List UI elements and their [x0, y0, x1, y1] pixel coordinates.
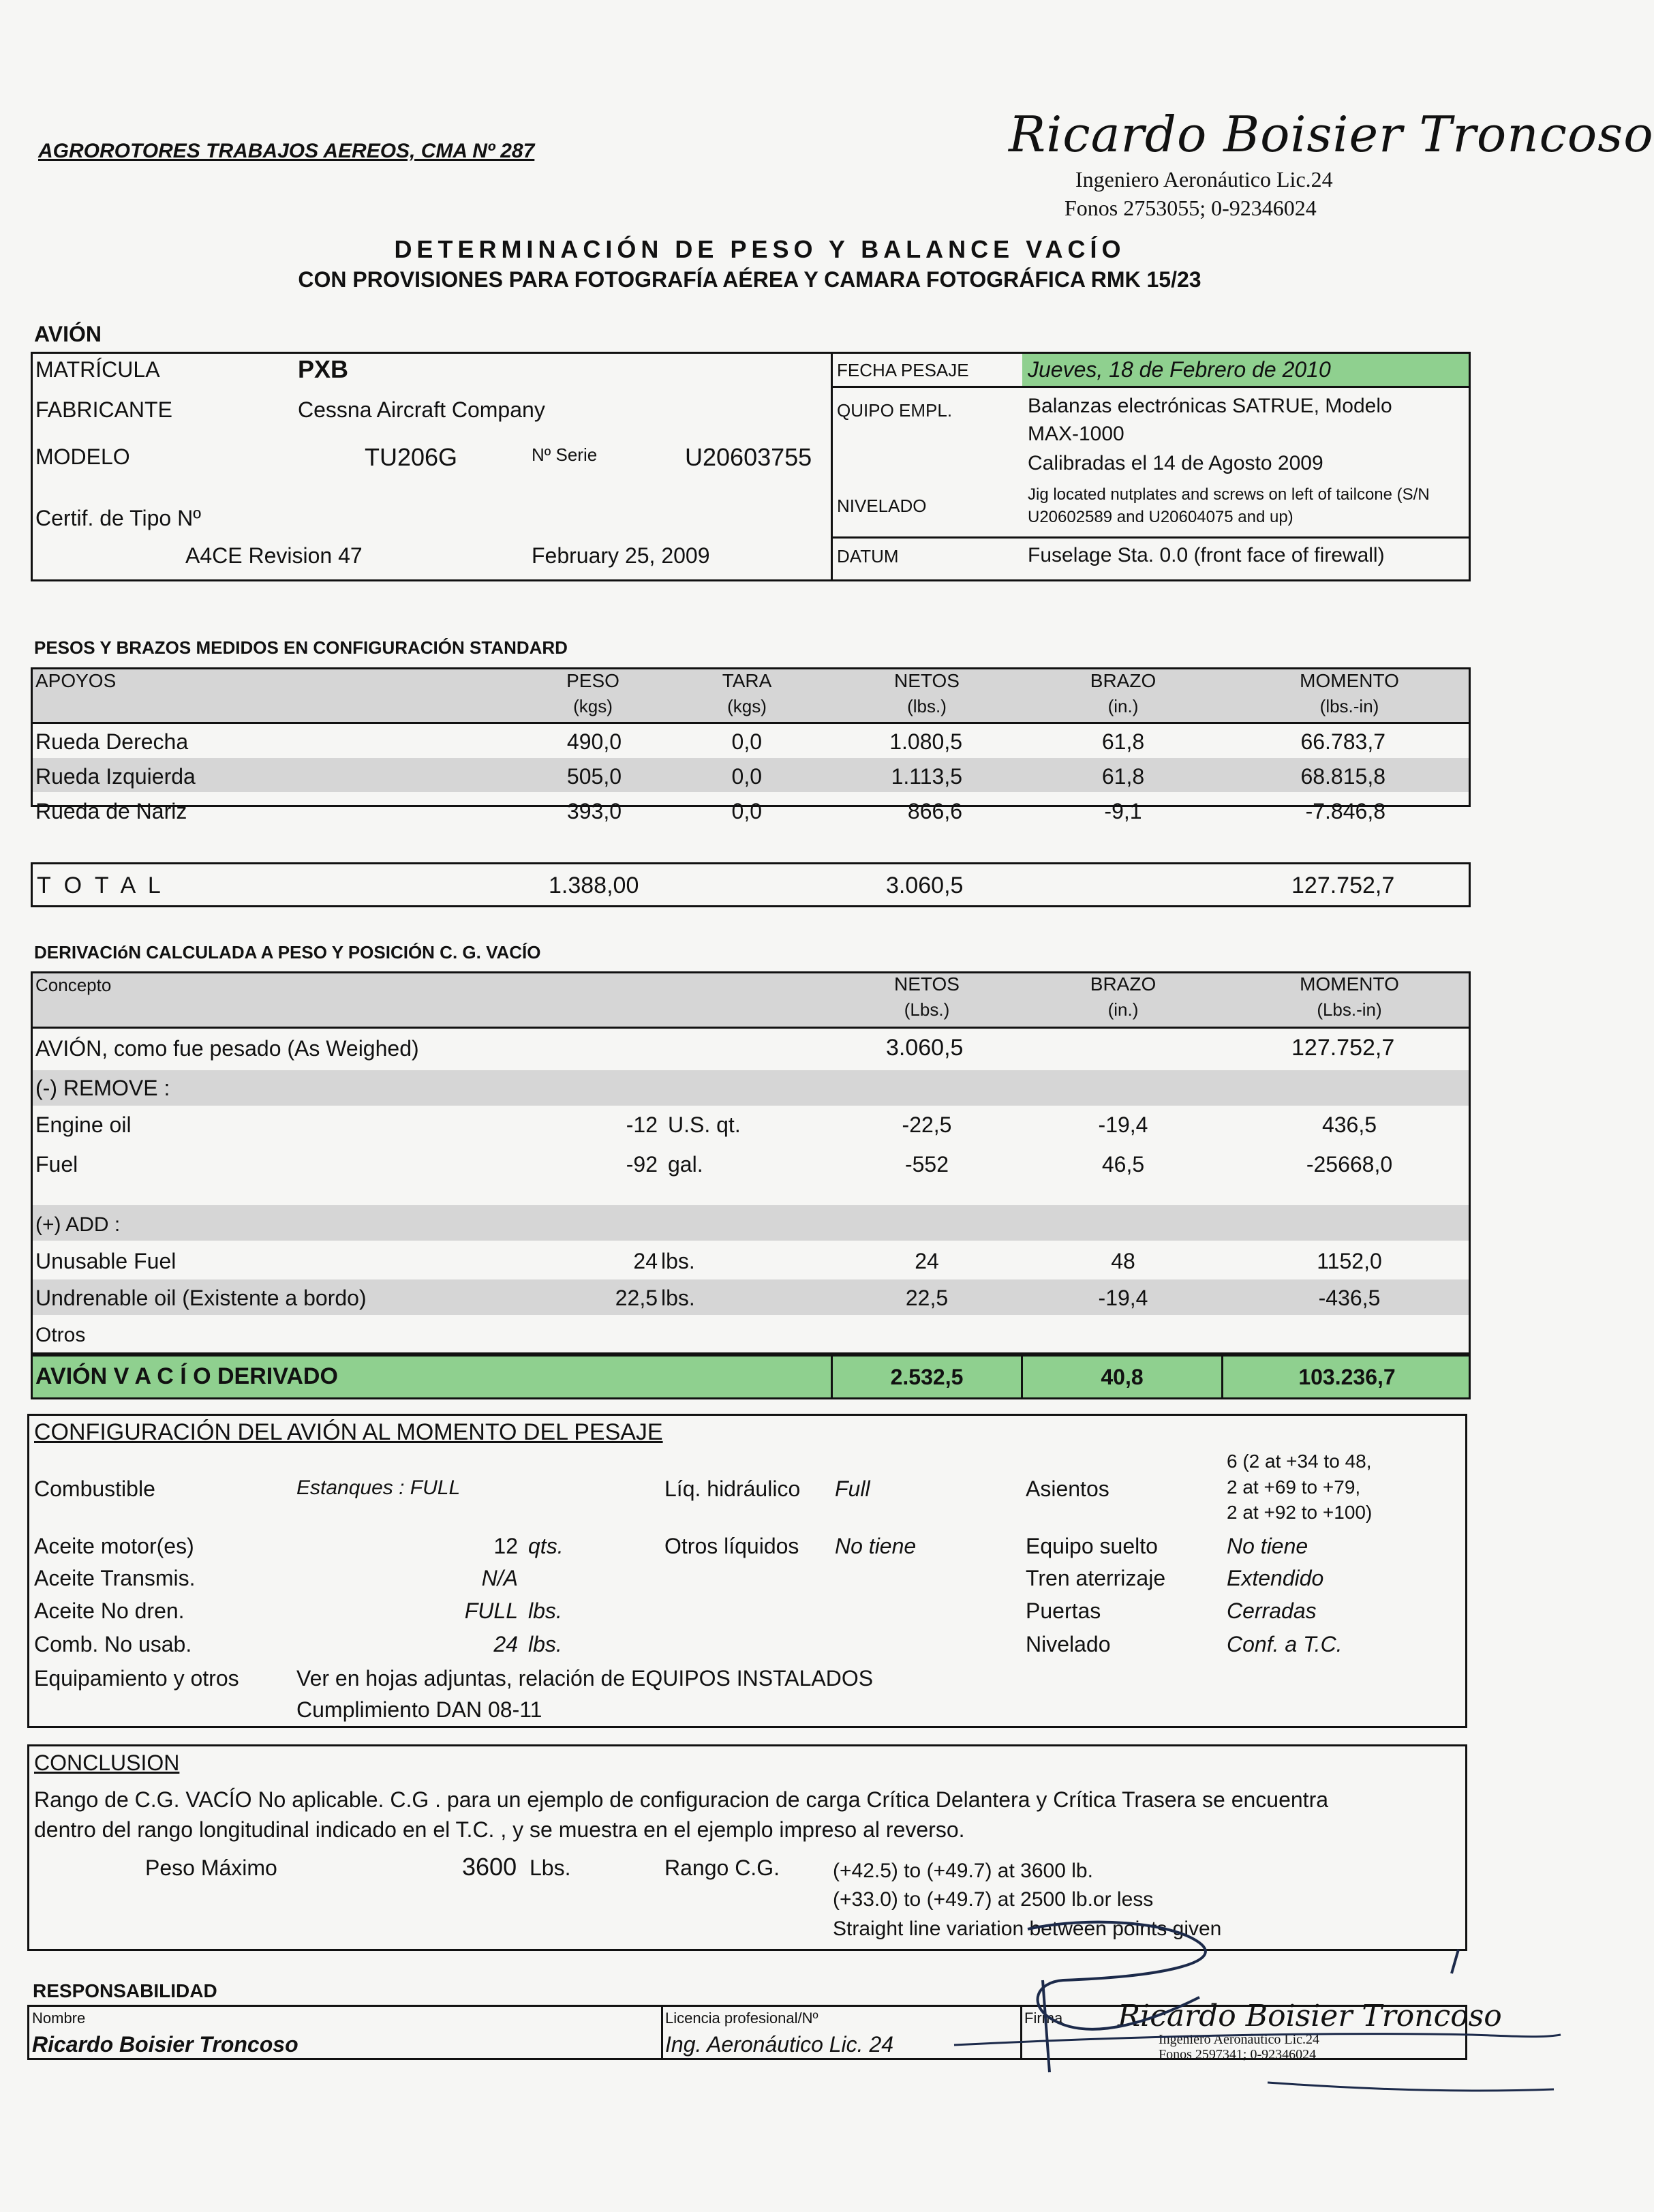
- pesos-col-apoyos: APOYOS: [35, 670, 117, 691]
- pesos-col-peso: PESO: [566, 670, 619, 691]
- nombre-value: Ricardo Boisier Troncoso: [32, 2032, 298, 2057]
- fabricante-label: FABRICANTE: [35, 397, 172, 422]
- pesado-label: AVIÓN, como fue pesado (As Weighed): [35, 1036, 419, 1061]
- engine-oil-brazo: -19,4: [1098, 1112, 1148, 1137]
- aceite-motor-label: Aceite motor(es): [34, 1534, 194, 1558]
- derivacion-col-momento: MOMENTO: [1300, 973, 1399, 995]
- unusable-fuel-brazo: 48: [1111, 1249, 1135, 1273]
- matricula-label: MATRÍCULA: [35, 357, 160, 382]
- fuel-label: Fuel: [35, 1152, 78, 1177]
- serie-value: U20603755: [685, 443, 812, 471]
- undrenable-oil-momento: -436,5: [1318, 1286, 1381, 1310]
- vacio-brazo: 40,8: [1101, 1365, 1144, 1389]
- pesos-section-label: PESOS Y BRAZOS MEDIDOS EN CONFIGURACIÓN STANDARD: [34, 637, 568, 658]
- pesos-col-momento: MOMENTO: [1300, 670, 1399, 691]
- pesos-row-tara: 0,0: [731, 799, 762, 823]
- pesos-row-netos: 866,6: [907, 799, 962, 823]
- otros-liquidos-label: Otros líquidos: [664, 1534, 799, 1558]
- equipo-suelto-value: No tiene: [1227, 1534, 1308, 1558]
- tren-aterrizaje-value: Extendido: [1227, 1566, 1324, 1590]
- fuel-netos: -552: [904, 1152, 949, 1177]
- total-label: T O T A L: [37, 873, 164, 898]
- pesos-col-netos-unit: (lbs.): [907, 696, 947, 716]
- engine-oil-unit: U.S. qt.: [668, 1112, 741, 1137]
- undrenable-oil-label: Undrenable oil (Existente a bordo): [35, 1286, 367, 1310]
- pesos-col-tara: TARA: [722, 670, 772, 691]
- document-subtitle: CON PROVISIONES PARA FOTOGRAFÍA AÉREA Y CAMARA FOTOGRÁFICA RMK 15/23: [298, 267, 1201, 292]
- equipo-suelto-label: Equipo suelto: [1026, 1534, 1158, 1558]
- fuel-qty: -92: [626, 1152, 658, 1177]
- document-title: DETERMINACIÓN DE PESO Y BALANCE VACÍO: [394, 235, 1126, 263]
- pesos-row-netos: 1.080,5: [889, 729, 962, 754]
- aceite-no-dren-qty: FULL: [464, 1599, 518, 1623]
- pesos-row-netos: 1.113,5: [891, 764, 962, 789]
- configuracion-title: CONFIGURACIÓN DEL AVIÓN AL MOMENTO DEL PESAJE: [34, 1419, 663, 1445]
- nivelado-label: NIVELADO: [837, 496, 927, 516]
- nombre-label: Nombre: [32, 2010, 86, 2027]
- engine-oil-label: Engine oil: [35, 1112, 132, 1137]
- pesos-row-label: Rueda Derecha: [35, 729, 189, 754]
- undrenable-oil-netos: 22,5: [905, 1286, 949, 1310]
- conclusion-line1: Rango de C.G. VACÍO No aplicable. C.G . para un ejemplo de configuracion de carga Crítica Delantera y Crítica Trasera se encuentra: [34, 1787, 1329, 1812]
- pesos-row-peso: 393,0: [566, 799, 622, 823]
- company-name: AGROROTORES TRABAJOS AEREOS, CMA Nº 287: [38, 140, 535, 162]
- equipo-line3: Calibradas el 14 de Agosto 2009: [1028, 452, 1323, 474]
- pesos-row-momento: 66.783,7: [1300, 729, 1385, 754]
- modelo-label: MODELO: [35, 444, 130, 469]
- pesos-row-peso: 505,0: [566, 764, 622, 789]
- derivacion-col-netos-unit: (Lbs.): [904, 999, 950, 1020]
- total-momento: 127.752,7: [1291, 873, 1395, 898]
- otros-liquidos-value: No tiene: [835, 1534, 917, 1558]
- otros-label: Otros: [35, 1324, 86, 1346]
- nivelado-line2: U20602589 and U20604075 and up): [1028, 508, 1293, 526]
- unusable-fuel-unit: lbs.: [661, 1249, 695, 1273]
- stamp-line2: Fonos 2597341; 0-92346024: [1159, 2047, 1317, 2062]
- conclusion-title: CONCLUSION: [34, 1751, 180, 1775]
- equipo-label: QUIPO EMPL.: [837, 400, 953, 421]
- aceite-transmis-label: Aceite Transmis.: [34, 1566, 196, 1590]
- peso-maximo-value: 3600: [462, 1853, 517, 1881]
- fuel-unit: gal.: [668, 1152, 703, 1177]
- nivelado-config-label: Nivelado: [1026, 1632, 1111, 1656]
- pesos-row-peso: 490,0: [566, 729, 622, 754]
- fecha-value: Jueves, 18 de Febrero de 2010: [1028, 357, 1331, 382]
- header-signature: Ricardo Boisier Troncoso: [1009, 106, 1654, 163]
- unusable-fuel-qty: 24: [633, 1249, 658, 1273]
- fabricante-value: Cessna Aircraft Company: [298, 397, 545, 422]
- combustible-value: Estanques : FULL: [296, 1476, 461, 1499]
- comb-no-usab-unit: lbs.: [528, 1632, 562, 1656]
- equipo-line1: Balanzas electrónicas SATRUE, Modelo: [1028, 395, 1392, 417]
- pesos-row-label: Rueda de Nariz: [35, 799, 187, 823]
- comb-no-usab-qty: 24: [493, 1632, 518, 1656]
- asientos-line1: 6 (2 at +34 to 48,: [1227, 1451, 1372, 1472]
- datum-value: Fuselage Sta. 0.0 (front face of firewall): [1028, 544, 1385, 566]
- unusable-fuel-momento: 1152,0: [1317, 1249, 1382, 1273]
- fuel-brazo: 46,5: [1101, 1152, 1145, 1177]
- unusable-fuel-label: Unusable Fuel: [35, 1249, 177, 1273]
- combustible-label: Combustible: [34, 1476, 155, 1501]
- engine-oil-netos: -22,5: [902, 1112, 952, 1137]
- engine-oil-qty: -12: [626, 1112, 658, 1137]
- aceite-motor-unit: qts.: [528, 1534, 564, 1558]
- aceite-transmis-value: N/A: [481, 1566, 518, 1590]
- derivacion-col-concepto: Concepto: [35, 975, 112, 995]
- equipo-line2: MAX-1000: [1028, 423, 1124, 445]
- puertas-label: Puertas: [1026, 1599, 1101, 1623]
- pesos-row-label: Rueda Izquierda: [35, 764, 196, 789]
- undrenable-oil-brazo: -19,4: [1098, 1286, 1148, 1310]
- nivelado-line1: Jig located nutplates and screws on left of tailcone (S/N: [1028, 485, 1430, 504]
- undrenable-oil-unit: lbs.: [661, 1286, 695, 1310]
- stamp-signature: Ricardo Boisier Troncoso: [1118, 1999, 1502, 2033]
- undrenable-oil-qty: 22,5: [615, 1286, 658, 1310]
- pesos-row-brazo: 61,8: [1101, 764, 1145, 789]
- certif-date: February 25, 2009: [532, 543, 710, 568]
- pesos-col-brazo: BRAZO: [1090, 670, 1157, 691]
- conclusion-line2: dentro del rango longitudinal indicado en el T.C. , y se muestra en el ejemplo impreso al reverso.: [34, 1817, 965, 1842]
- liq-hidraulico-label: Líq. hidráulico: [664, 1476, 801, 1501]
- derivacion-col-netos: NETOS: [894, 973, 960, 995]
- aceite-no-dren-label: Aceite No dren.: [34, 1599, 185, 1623]
- serie-label: Nº Serie: [532, 444, 598, 465]
- vacio-label: AVIÓN V A C Í O DERIVADO: [35, 1363, 338, 1389]
- asientos-line2: 2 at +69 to +79,: [1227, 1476, 1361, 1498]
- pesos-row-brazo: -9,1: [1104, 799, 1142, 823]
- rango-cg-line3: Straight line variation between points given: [833, 1918, 1222, 1940]
- pesado-netos: 3.060,5: [886, 1035, 964, 1061]
- aceite-motor-qty: 12: [493, 1534, 518, 1558]
- puertas-value: Cerradas: [1227, 1599, 1317, 1623]
- pesos-col-brazo-unit: (in.): [1107, 696, 1139, 716]
- tren-aterrizaje-label: Tren aterrizaje: [1026, 1566, 1166, 1590]
- engineer-phones: Fonos 2753055; 0-92346024: [1065, 196, 1317, 220]
- equipamiento-line2: Cumplimiento DAN 08-11: [296, 1697, 542, 1722]
- pesos-row-tara: 0,0: [731, 764, 762, 789]
- vacio-momento: 103.236,7: [1298, 1365, 1396, 1389]
- pesos-row-tara: 0,0: [731, 729, 762, 754]
- unusable-fuel-netos: 24: [915, 1249, 939, 1273]
- peso-maximo-label: Peso Máximo: [145, 1855, 277, 1880]
- rango-cg-line2: (+33.0) to (+49.7) at 2500 lb.or less: [833, 1888, 1154, 1911]
- pesos-col-momento-unit: (lbs.-in): [1319, 696, 1379, 716]
- modelo-value: TU206G: [365, 443, 458, 471]
- pesos-col-tara-unit: (kgs): [727, 696, 767, 716]
- stamp-line1: Ingeniero Aeronáutico Lic.24: [1159, 2032, 1320, 2047]
- certif-value: A4CE Revision 47: [185, 543, 363, 568]
- pesos-row-momento: 68.815,8: [1300, 764, 1385, 789]
- nivelado-config-value: Conf. a T.C.: [1227, 1632, 1343, 1656]
- pesos-col-peso-unit: (kgs): [573, 696, 613, 716]
- vacio-netos: 2.532,5: [890, 1365, 964, 1389]
- rango-cg-line1: (+42.5) to (+49.7) at 3600 lb.: [833, 1860, 1093, 1882]
- rango-cg-label: Rango C.G.: [664, 1855, 780, 1880]
- peso-maximo-unit: Lbs.: [530, 1855, 571, 1880]
- fecha-label: FECHA PESAJE: [837, 360, 969, 380]
- pesos-col-netos: NETOS: [894, 670, 960, 691]
- aceite-no-dren-unit: lbs.: [528, 1599, 562, 1623]
- fuel-momento: -25668,0: [1306, 1152, 1393, 1177]
- licencia-label: Licencia profesional/Nº: [665, 2010, 818, 2027]
- derivacion-col-brazo-unit: (in.): [1107, 999, 1139, 1020]
- certif-label: Certif. de Tipo Nº: [35, 506, 201, 530]
- add-label: (+) ADD :: [35, 1213, 121, 1236]
- comb-no-usab-label: Comb. No usab.: [34, 1632, 192, 1656]
- pesos-row-momento: -7.846,8: [1305, 799, 1385, 823]
- datum-label: DATUM: [837, 546, 899, 566]
- derivacion-col-momento-unit: (Lbs.-in): [1317, 999, 1382, 1020]
- firma-label: Firma: [1024, 2010, 1063, 2027]
- derivacion-section-label: DERIVACIóN CALCULADA A PESO Y POSICIÓN C. G. VACÍO: [34, 942, 541, 963]
- matricula-value: PXB: [298, 355, 349, 383]
- responsabilidad-label: RESPONSABILIDAD: [33, 1980, 217, 2001]
- avion-section-label: AVIÓN: [34, 322, 102, 346]
- pesos-row-brazo: 61,8: [1101, 729, 1145, 754]
- engineer-title: Ingeniero Aeronáutico Lic.24: [1075, 167, 1333, 192]
- equipamiento-line1: Ver en hojas adjuntas, relación de EQUIPOS INSTALADOS: [296, 1666, 874, 1691]
- derivacion-col-brazo: BRAZO: [1090, 973, 1157, 995]
- licencia-value: Ing. Aeronáutico Lic. 24: [665, 2032, 894, 2057]
- asientos-label: Asientos: [1026, 1476, 1109, 1501]
- remove-label: (-) REMOVE :: [35, 1076, 170, 1100]
- equipamiento-label: Equipamiento y otros: [34, 1666, 239, 1691]
- total-netos: 3.060,5: [886, 873, 964, 898]
- pesado-momento: 127.752,7: [1291, 1035, 1395, 1061]
- asientos-line3: 2 at +92 to +100): [1227, 1502, 1373, 1523]
- total-peso: 1.388,00: [549, 873, 639, 898]
- liq-hidraulico-value: Full: [835, 1476, 870, 1501]
- engine-oil-momento: 436,5: [1321, 1112, 1377, 1137]
